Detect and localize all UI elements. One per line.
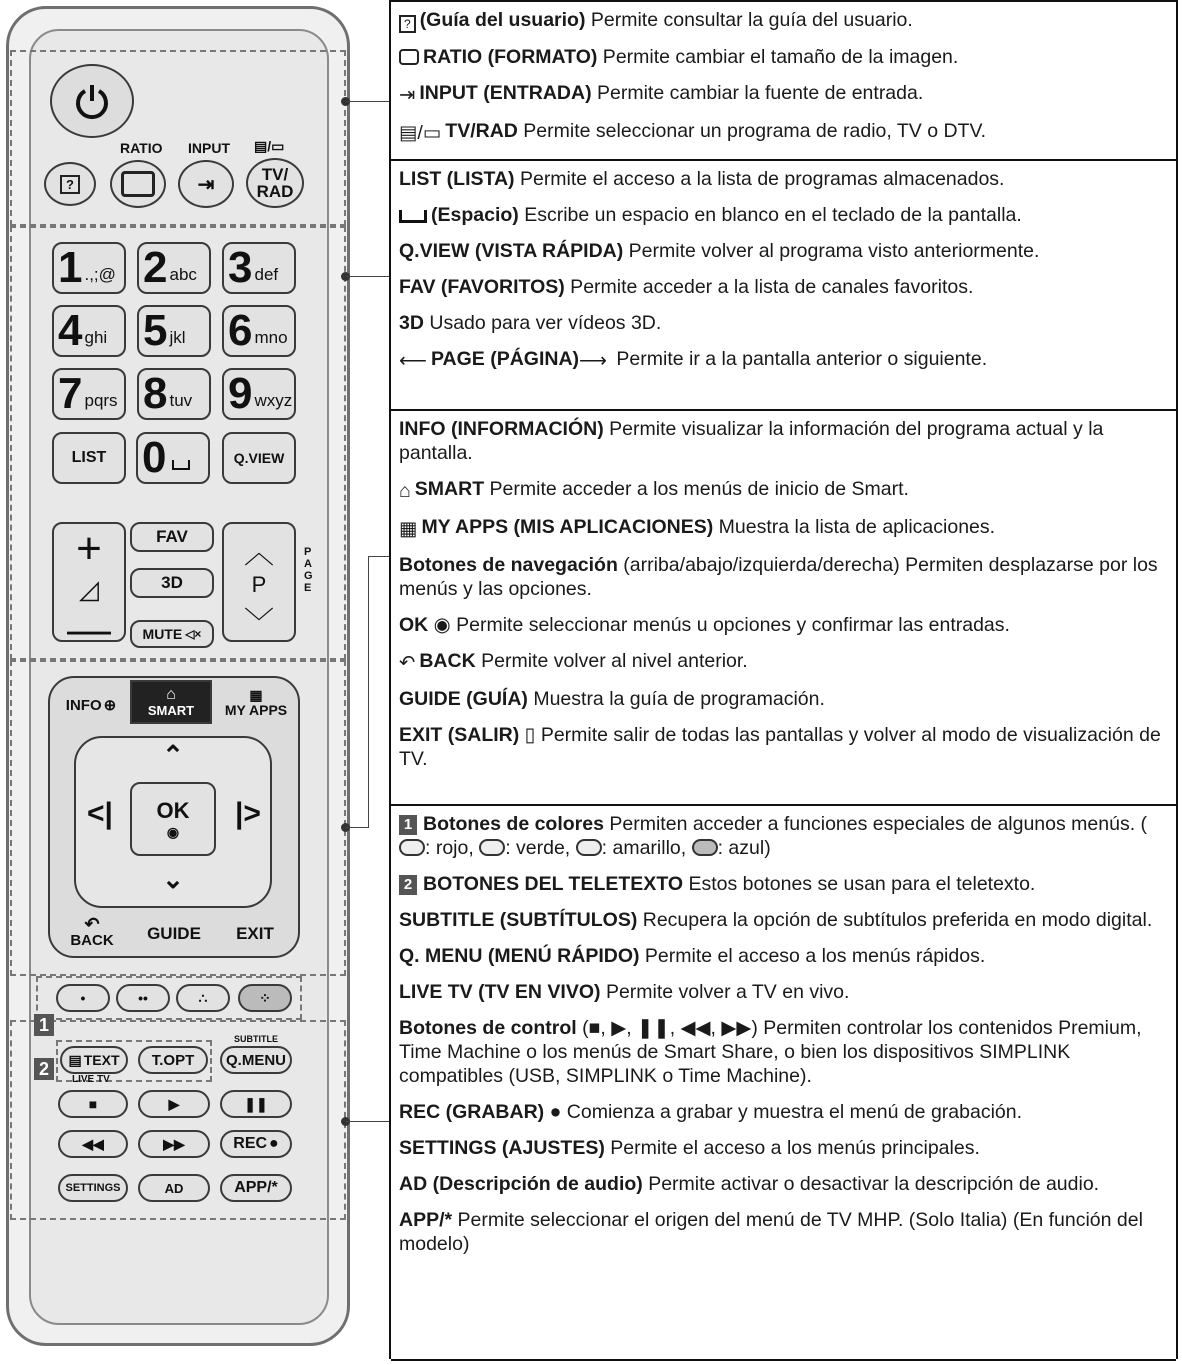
apps-grid-icon: ▦ — [249, 687, 263, 703]
chevron-up-icon: ⌃ — [162, 739, 184, 770]
description-row: AD (Descripción de audio) Permite activar o desactivar la descripción de audio. — [399, 1173, 1100, 1195]
exit-button[interactable]: EXIT — [236, 924, 274, 943]
help-icon: ? — [60, 175, 80, 194]
dots-icon: •• — [138, 990, 148, 1006]
connector-line — [346, 827, 368, 828]
description-row: Botones de navegación (arriba/abajo/izquierda/derecha) Permiten desplazarse por los menús y las opciones. — [399, 554, 1158, 600]
number-3-button[interactable]: 3 def — [222, 242, 296, 294]
volume-up-icon: + — [76, 524, 102, 573]
page-left-icon: ⟵ — [399, 350, 427, 372]
tvrad-button[interactable]: TV/ RAD — [246, 158, 304, 208]
color-key-icon — [399, 839, 425, 856]
description-row: SUBTITLE (SUBTÍTULOS) Recupera la opción de subtítulos preferida en modo digital. — [399, 909, 1153, 931]
ad-button[interactable]: AD — [138, 1174, 210, 1202]
input-button[interactable] — [178, 160, 234, 208]
connector-line — [346, 101, 389, 102]
qview-button[interactable]: Q.VIEW — [222, 432, 296, 484]
description-row: GUIDE (GUÍA) Muestra la guía de programación. — [399, 688, 825, 710]
help-icon: ? — [399, 15, 416, 33]
group-navigation — [391, 411, 1176, 806]
description-row: FAV (FAVORITOS) Permite acceder a la lista de canales favoritos. — [399, 276, 974, 298]
power-icon — [72, 81, 112, 121]
description-row: INFO (INFORMACIÓN) Permite visualizar la información del programa actual y la pantalla. — [399, 418, 1104, 464]
group-lower — [391, 806, 1176, 1361]
myapps-button[interactable]: ▦ MY APPS — [224, 687, 288, 718]
mute-button[interactable]: MUTE ◁× — [130, 620, 214, 648]
description-row: ? (Guía del usuario) Permite consultar la guía del usuario. — [399, 4, 1168, 41]
description-row: Q.VIEW (VISTA RÁPIDA) Permite volver al programa visto anteriormente. — [399, 240, 1040, 262]
green-button[interactable] — [116, 984, 170, 1012]
volume-down-icon: — — [67, 605, 111, 654]
yellow-button[interactable] — [176, 984, 230, 1012]
home-icon: ⌂ — [399, 480, 411, 502]
play-button[interactable] — [138, 1090, 210, 1118]
qmenu-button[interactable]: Q.MENU — [220, 1046, 292, 1074]
stop-icon: ■ — [88, 1096, 98, 1112]
description-row: RATIO (FORMATO) Permite cambiar el tamaño de la imagen. — [399, 41, 1168, 77]
nav-up-button[interactable] — [150, 740, 196, 770]
number-2-button[interactable]: 2 abc — [137, 242, 211, 294]
play-icon: ▶ — [168, 1095, 180, 1112]
input-label: INPUT — [188, 140, 230, 156]
description-row: ⟵ PAGE (PÁGINA)⟶ Permite ir a la pantalla anterior o siguiente. — [399, 348, 988, 372]
connector-line — [346, 276, 389, 277]
number-6-button[interactable]: 6 mno — [222, 305, 296, 357]
rec-button[interactable]: REC ● — [220, 1130, 292, 1158]
power-button[interactable] — [50, 64, 134, 138]
description-row: ⇥ INPUT (ENTRADA) Permite cambiar la fuente de entrada. — [399, 82, 924, 106]
info-icon: ⊕ — [103, 697, 117, 714]
home-icon: ⌂ — [166, 685, 176, 703]
ok-icon: ◉ — [166, 823, 180, 840]
description-row: APP/* Permite seleccionar el origen del menú de TV MHP. (Solo Italia) (En función del modelo) — [399, 1209, 1143, 1255]
chevron-down-icon: ﹀ — [244, 607, 274, 640]
description-row: OK ◉ Permite seleccionar menús u opciones y confirmar las entradas. — [399, 614, 1010, 636]
apps-grid-icon: ▦ — [399, 518, 418, 540]
group-numbers — [391, 161, 1176, 411]
description-row: LIST (LISTA) Permite el acceso a la lista de programas almacenados. — [399, 168, 1005, 190]
number-8-button[interactable]: 8 tuv — [137, 368, 211, 420]
rewind-icon: ◀◀ — [82, 1135, 104, 1152]
fast-forward-icon: ▶▶ — [163, 1135, 185, 1152]
input-icon: ⇥ — [197, 173, 215, 196]
description-row: Botones de control (■, ▶, ❚❚, ◀◀, ▶▶) Permiten controlar los contenidos Premium, Time Machine o los menús de Smart Share, o bien los dispositivos SIMPLINK compatibles (USB, SIMPLINK o Time Machine). — [399, 1017, 1142, 1087]
3d-button[interactable]: 3D — [130, 568, 214, 598]
four-dots-icon: ⁘ — [259, 989, 271, 1006]
connector-line — [368, 556, 389, 557]
exit-icon: ▯ — [519, 724, 536, 746]
section-badge-2: 2 — [34, 1058, 54, 1080]
back-button[interactable]: ↶ BACK — [70, 913, 114, 949]
description-row: ↶ BACK Permite volver al nivel anterior. — [399, 650, 748, 674]
description-row: 3D Usado para ver vídeos 3D. — [399, 312, 662, 334]
dot-icon: • — [80, 990, 86, 1006]
tvrad-icon: ▤/▭ — [399, 122, 442, 144]
program-rocker[interactable]: ︿ P ﹀ — [222, 522, 296, 642]
number-4-button[interactable]: 4 ghi — [52, 305, 126, 357]
section-badge-1: 1 — [399, 815, 417, 835]
nav-right-button[interactable] — [228, 794, 268, 834]
description-row: (Espacio) Escribe un espacio en blanco en el teclado de la pantalla. — [399, 199, 1168, 235]
list-button[interactable]: LIST — [52, 432, 126, 484]
description-row: LIVE TV (TV EN VIVO) Permite volver a TV en vivo. — [399, 981, 850, 1003]
guide-button[interactable]: GUIDE — [147, 924, 201, 943]
description-table — [389, 0, 1178, 1359]
description-row: EXIT (SALIR) ▯ Permite salir de todas las pantallas y volver al modo de visualización de TV. — [399, 724, 1161, 770]
chevron-up-icon: ︿ — [244, 537, 274, 570]
description-row: ⌂ SMART Permite acceder a los menús de inicio de Smart. — [399, 478, 909, 502]
fav-button[interactable]: FAV — [130, 522, 214, 552]
chevron-right-icon: |> — [235, 797, 261, 830]
three-dots-icon: ∴ — [198, 989, 208, 1006]
chevron-down-icon: ⌄ — [162, 863, 184, 894]
rewind-button[interactable] — [58, 1130, 128, 1158]
description-row: REC (GRABAR) ● Comienza a grabar y muestra el menú de grabación. — [399, 1101, 1023, 1123]
settings-button[interactable]: SETTINGS — [58, 1174, 128, 1202]
record-icon: ● — [269, 1135, 279, 1152]
number-9-button[interactable]: 9 wxyz — [222, 368, 296, 420]
subtitle-label: SUBTITLE — [234, 1034, 278, 1044]
ratio-icon — [399, 49, 419, 65]
ratio-button[interactable] — [110, 160, 166, 208]
description-row: 1 Botones de colores Permiten acceder a funciones especiales de algunos menús. (: rojo, : verde, : amarillo, : azul) — [399, 808, 1168, 868]
number-5-button[interactable]: 5 jkl — [137, 305, 211, 357]
back-arrow-icon: ↶ — [84, 913, 100, 934]
number-1-button[interactable]: 1 .,;@ — [52, 242, 126, 294]
description-row: SETTINGS (AJUSTES) Permite el acceso a los menús principales. — [399, 1137, 980, 1159]
back-arrow-icon: ↶ — [399, 652, 416, 674]
red-button[interactable] — [56, 984, 110, 1012]
nav-left-button[interactable] — [80, 794, 120, 834]
section-badge-1: 1 — [34, 1014, 54, 1036]
connector-line — [346, 1121, 389, 1122]
section-badge-2: 2 — [399, 875, 417, 895]
text-icon: ▤ — [68, 1051, 82, 1068]
nav-down-button[interactable] — [150, 864, 196, 894]
livetv-label: LIVE TV — [72, 1074, 110, 1085]
tvrad-icon: ▤/▭ — [254, 138, 285, 154]
blue-button[interactable] — [238, 984, 292, 1012]
color-key-icon — [479, 839, 505, 856]
ok-icon: ◉ — [428, 614, 451, 636]
group-top-buttons — [391, 2, 1176, 161]
description-row: ▤/▭ TV/RAD Permite seleccionar un programa de radio, TV o DTV. — [399, 120, 987, 144]
page-right-icon: ⟶ — [579, 350, 607, 372]
zero-button[interactable]: 0 — [136, 432, 210, 484]
ok-button[interactable]: OK ◉ — [130, 782, 216, 856]
topt-button[interactable]: T.OPT — [138, 1046, 208, 1074]
volume-rocker[interactable] — [52, 522, 126, 654]
description-row: ▦ MY APPS (MIS APLICACIONES) Muestra la lista de aplicaciones. — [399, 516, 996, 540]
text-button[interactable]: ▤ TEXT — [60, 1046, 128, 1074]
stop-button[interactable] — [58, 1090, 128, 1118]
input-icon: ⇥ — [399, 84, 416, 106]
user-guide-button[interactable] — [44, 162, 96, 206]
info-button[interactable]: INFO ⊕ — [65, 696, 117, 714]
volume-icon: ◿ — [79, 574, 99, 604]
color-key-icon — [576, 839, 602, 856]
smart-button[interactable]: ⌂ SMART — [130, 680, 212, 724]
app-button[interactable]: APP/* — [220, 1174, 292, 1202]
space-icon — [399, 210, 427, 223]
color-key-icon — [692, 839, 718, 856]
connector-line — [368, 556, 369, 828]
mute-icon: ◁× — [185, 627, 202, 641]
pause-button[interactable] — [220, 1090, 292, 1118]
space-icon — [172, 460, 190, 470]
ratio-label: RATIO — [120, 140, 163, 156]
number-7-button[interactable]: 7 pqrs — [52, 368, 126, 420]
page-label: PAGE — [304, 546, 313, 594]
description-row: 2 BOTONES DEL TELETEXTO Estos botones se usan para el teletexto. — [399, 868, 1168, 904]
chevron-left-icon: <| — [87, 797, 113, 830]
description-row: Q. MENU (MENÚ RÁPIDO) Permite el acceso a los menús rápidos. — [399, 945, 986, 967]
fast-forward-button[interactable] — [138, 1130, 210, 1158]
pause-icon: ❚❚ — [244, 1095, 268, 1112]
ratio-icon — [121, 171, 155, 197]
